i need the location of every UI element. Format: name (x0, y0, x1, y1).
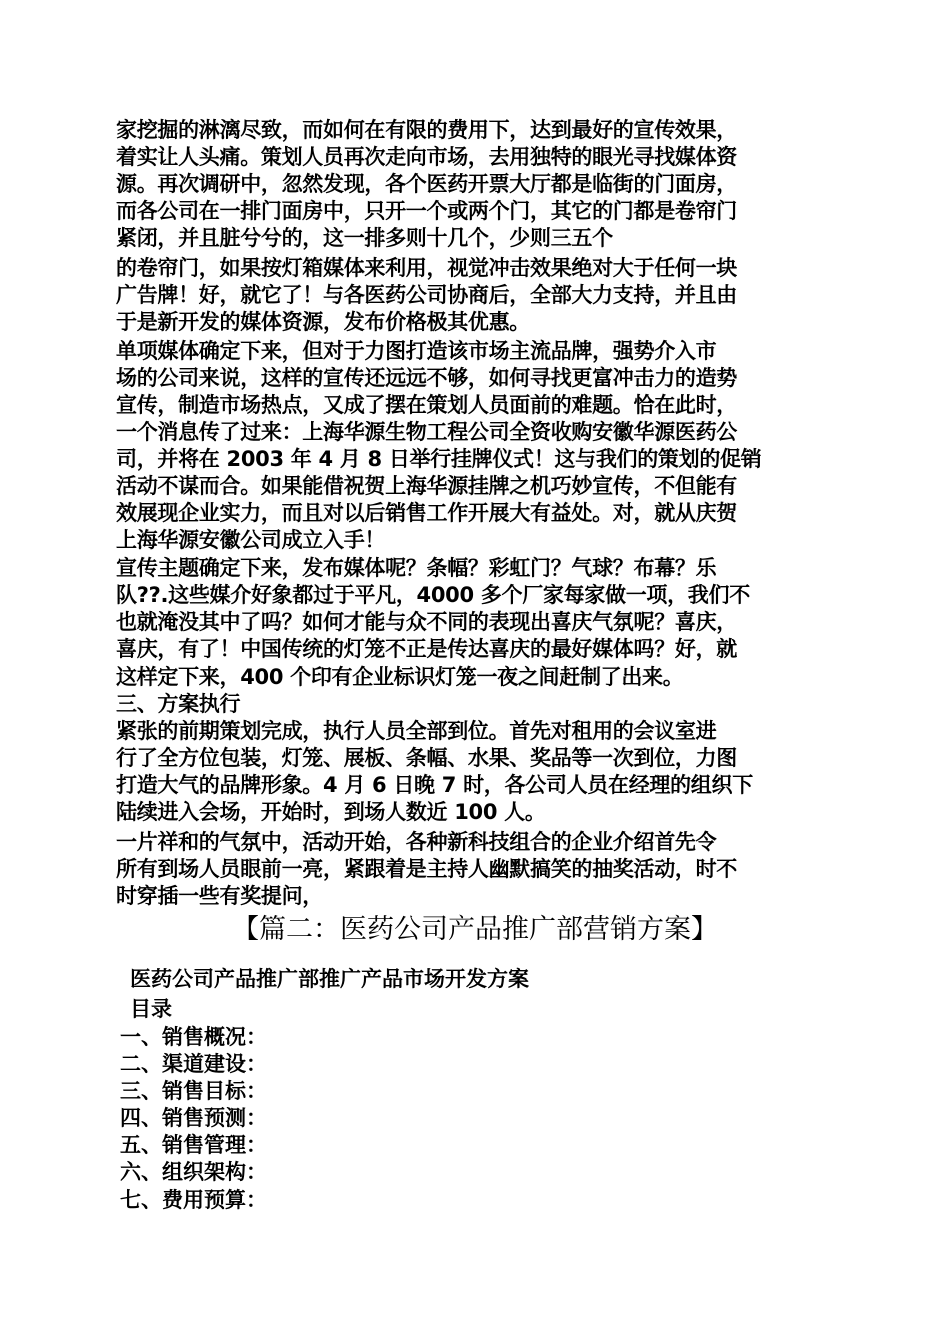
toc-item: 五、销售管理： (120, 1133, 267, 1157)
toc-item: 二、渠道建设： (120, 1052, 267, 1076)
toc-item: 七、费用预算： (120, 1188, 267, 1212)
text-line: 也就淹没其中了吗？如何才能与众不同的表现出喜庆气氛呢？喜庆， (116, 610, 737, 634)
toc-item: 三、销售目标： (120, 1079, 267, 1103)
text-line: 广告牌！好，就它了！与各医药公司协商后，全部大力支持，并且由 (116, 283, 737, 307)
text-line: 源。再次调研中，忽然发现，各个医药开票大厅都是临街的门面房， (116, 172, 737, 196)
text-line: 着实让人头痛。策划人员再次走向市场，去用独特的眼光寻找媒体资 (116, 145, 737, 169)
text-line: 打造大气的品牌形象。4 月 6 日晚 7 时，各公司人员在经理的组织下 (116, 773, 753, 797)
text-line: 所有到场人员眼前一亮，紧跟着是主持人幽默搞笑的抽奖活动，时不 (116, 857, 737, 881)
toc-title: 目录 (130, 997, 172, 1021)
text-line: 的卷帘门，如果按灯箱媒体来利用，视觉冲击效果绝对大于任何一块 (116, 256, 737, 280)
text-line: 宣传，制造市场热点，又成了摆在策划人员面前的难题。恰在此时， (116, 393, 737, 417)
text-line: 陆续进入会场，开始时，到场人数近 100 人。 (116, 800, 546, 824)
text-line: 时穿插一些有奖提问， (116, 884, 323, 908)
text-line: 效展现企业实力，而且对以后销售工作开展大有益处。对，就从庆贺 (116, 501, 737, 525)
text-line: 单项媒体确定下来，但对于力图打造该市场主流品牌，强势介入市 (116, 339, 717, 363)
text-line: 活动不谋而合。如果能借祝贺上海华源挂牌之机巧妙宣传，不但能有 (116, 474, 737, 498)
toc-item: 一、销售概况： (120, 1025, 267, 1049)
text-line: 而各公司在一排门面房中，只开一个或两个门，其它的门都是卷帘门 (116, 199, 737, 223)
section-heading: 【篇二：医药公司产品推广部营销方案】 (232, 914, 718, 945)
text-line: 紧张的前期策划完成，执行人员全部到位。首先对租用的会议室进 (116, 719, 717, 743)
section-label: 三、方案执行 (116, 692, 241, 716)
toc-item: 四、销售预测： (120, 1106, 267, 1130)
toc-item: 六、组织架构： (120, 1160, 267, 1184)
text-line: 家挖掘的淋漓尽致，而如何在有限的费用下，达到最好的宣传效果， (116, 118, 737, 142)
text-line: 于是新开发的媒体资源，发布价格极其优惠。 (116, 310, 530, 334)
text-line: 喜庆，有了！中国传统的灯笼不正是传达喜庆的最好媒体吗？好，就 (116, 637, 737, 661)
document-subtitle: 医药公司产品推广部推广产品市场开发方案 (130, 967, 529, 991)
text-line: 上海华源安徽公司成立入手！ (116, 528, 386, 552)
text-line: 行了全方位包装，灯笼、展板、条幅、水果、奖品等一次到位，力图 (116, 746, 737, 770)
text-line: 宣传主题确定下来，发布媒体呢？条幅？彩虹门？气球？布幕？乐 (116, 556, 717, 580)
text-line: 队??.这些媒介好象都过于平凡，4000 多个厂家每家做一项，我们不 (116, 583, 750, 607)
text-line: 一片祥和的气氛中，活动开始，各种新科技组合的企业介绍首先令 (116, 830, 717, 854)
text-line: 这样定下来，400 个印有企业标识灯笼一夜之间赶制了出来。 (116, 665, 684, 689)
text-line: 一个消息传了过来：上海华源生物工程公司全资收购安徽华源医药公 (116, 420, 737, 444)
text-line: 场的公司来说，这样的宣传还远远不够，如何寻找更富冲击力的造势 (116, 366, 737, 390)
text-line: 司，并将在 2003 年 4 月 8 日举行挂牌仪式！这与我们的策划的促销 (116, 447, 762, 471)
text-line: 紧闭，并且脏兮兮的，这一排多则十几个，少则三五个 (116, 226, 613, 250)
